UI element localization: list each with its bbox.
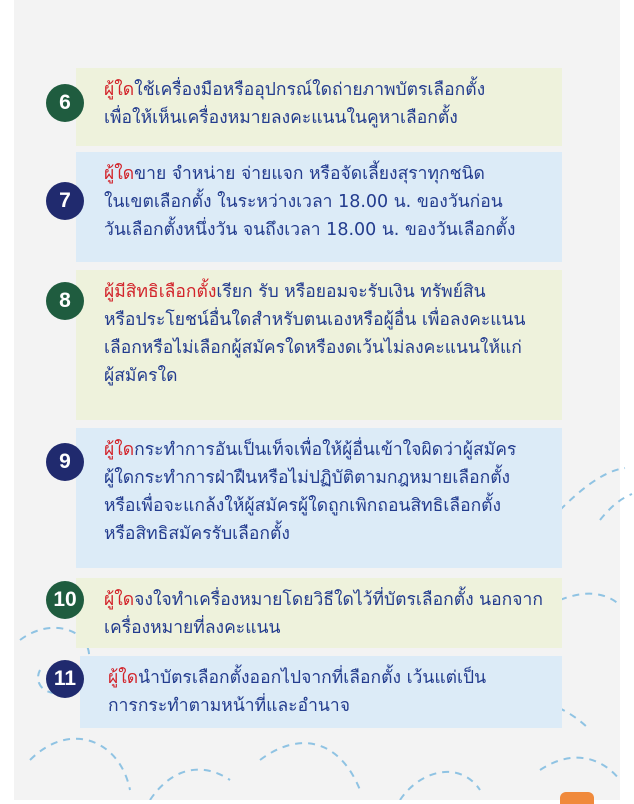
rule-text-line: เครื่องหมายที่ลงคะแนน bbox=[104, 618, 281, 638]
item-number-badge: 10 bbox=[46, 581, 84, 619]
item-number-badge: 8 bbox=[46, 282, 84, 320]
rule-text-box bbox=[76, 68, 562, 146]
rule-text-line: ขาย จำหน่าย จ่ายแจก หรือจัดเลี้ยงสุราทุกชนิด bbox=[134, 164, 485, 184]
rule-text-line: ใช้เครื่องมือหรืออุปกรณ์ใดถ่ายภาพบัตรเลือกตั้ง bbox=[134, 80, 486, 100]
rule-text-line: ผู้ใดกระทำการฝ่าฝืนหรือไม่ปฏิบัติตามกฎหมายเลือกตั้ง bbox=[104, 468, 511, 488]
rule-subject: ผู้ใด bbox=[104, 80, 135, 100]
rule-subject: ผู้ใด bbox=[108, 668, 139, 688]
rule-text-line: ผู้สมัครใด bbox=[104, 366, 178, 386]
rule-text-line: จงใจทำเครื่องหมายโดยวิธีใดไว้ที่บัตรเลือกตั้ง นอกจาก bbox=[134, 590, 543, 610]
rule-text-line: หรือสิทธิสมัครรับเลือกตั้ง bbox=[104, 524, 290, 544]
rule-text-box bbox=[80, 656, 562, 728]
rule-text-line: เพื่อให้เห็นเครื่องหมายลงคะแนนในคูหาเลือกตั้ง bbox=[104, 108, 458, 128]
rule-text-line: การกระทำตามหน้าที่และอำนาจ bbox=[108, 696, 350, 716]
corner-tab-decoration bbox=[560, 792, 594, 804]
rule-subject: ผู้ใด bbox=[104, 164, 135, 184]
rule-text-line: นำบัตรเลือกตั้งออกไปจากที่เลือกตั้ง เว้นแต่เป็น bbox=[138, 668, 487, 688]
item-number-badge: 7 bbox=[46, 182, 84, 220]
rule-text-line: หรือประโยชน์อื่นใดสำหรับตนเองหรือผู้อื่น เพื่อลงคะแนน bbox=[104, 310, 526, 330]
item-number-badge: 6 bbox=[46, 84, 84, 122]
rule-text-line: เลือกหรือไม่เลือกผู้สมัครใดหรืองดเว้นไม่ลงคะแนนให้แก่ bbox=[104, 338, 522, 358]
rule-text-box bbox=[76, 428, 562, 568]
rule-text-line: กระทำการอันเป็นเท็จเพื่อให้ผู้อื่นเข้าใจผิดว่าผู้สมัคร bbox=[134, 440, 517, 460]
rule-subject: ผู้ใด bbox=[104, 440, 135, 460]
rule-subject: ผู้ใด bbox=[104, 590, 135, 610]
rule-text-line: หรือเพื่อจะแกล้งให้ผู้สมัครผู้ใดถูกเพิกถอนสิทธิเลือกตั้ง bbox=[104, 496, 502, 516]
rule-text-line: ในเขตเลือกตั้ง ในระหว่างเวลา 18.00 น. ของวันก่อน bbox=[104, 192, 503, 212]
rule-text-line: วันเลือกตั้งหนึ่งวัน จนถึงเวลา 18.00 น. ของวันเลือกตั้ง bbox=[104, 220, 516, 240]
item-number-badge: 9 bbox=[46, 443, 84, 481]
rule-text-box bbox=[76, 270, 562, 420]
rule-text-box bbox=[76, 578, 562, 648]
rule-subject: ผู้มีสิทธิเลือกตั้ง bbox=[104, 282, 217, 302]
item-number-badge: 11 bbox=[46, 660, 84, 698]
rule-text-line: เรียก รับ หรือยอมจะรับเงิน ทรัพย์สิน bbox=[216, 282, 486, 302]
rule-text-box bbox=[76, 152, 562, 262]
